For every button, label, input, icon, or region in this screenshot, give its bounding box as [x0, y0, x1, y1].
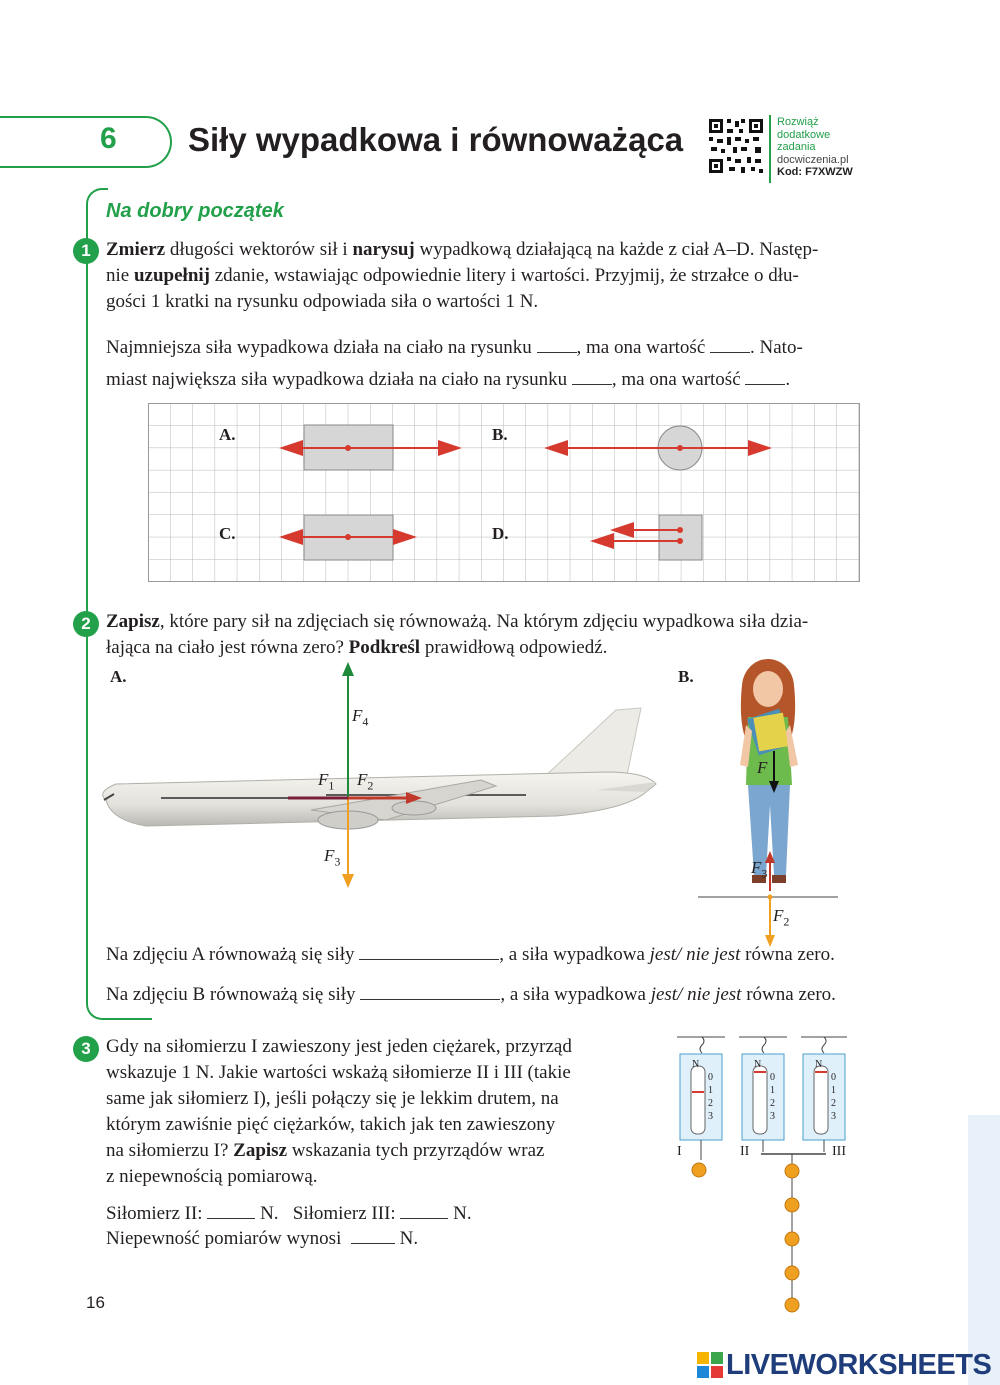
task-number-2: 2: [73, 611, 99, 637]
task-number-1: 1: [73, 238, 99, 264]
task2-instructions: Zapisz, które pary sił na zdjęciach się równoważą. Na którym zdjęciu wypadkowa siła dzia- łająca na ciało jest równa zero? Podkreśl prawidłową odpowiedź.: [106, 611, 809, 658]
meter-label-iii: III: [832, 1144, 846, 1159]
answer-blank-4[interactable]: [745, 368, 785, 385]
airplane-photo[interactable]: [86, 660, 666, 890]
page-number: 16: [86, 1293, 105, 1312]
force-label-f2-b: $F_2$: [773, 906, 790, 929]
task3-answer-1: Siłomierz II: N. Siłomierz III: N.: [106, 1203, 472, 1224]
force-label-f1: $F_1$: [318, 770, 335, 793]
force-label-f3-b: $F_3$: [751, 858, 768, 881]
grid-label-d: D.: [492, 524, 509, 543]
photo-b-label: B.: [678, 667, 694, 686]
answer-blank-5[interactable]: [359, 943, 499, 960]
frame-top-cover: [108, 187, 158, 191]
meter-scale-3: N 0 1 2 3: [815, 1059, 836, 1122]
meter-scale-2: N 0 1 2 3: [754, 1059, 775, 1122]
section-title: Na dobry początek: [106, 200, 284, 222]
grid-label-b: B.: [492, 425, 508, 444]
chapter-number: 6: [100, 122, 117, 155]
page-title: Siły wypadkowa i równoważąca: [188, 121, 684, 158]
qr-code-icon[interactable]: [707, 117, 765, 175]
task-number-3: 3: [73, 1036, 99, 1062]
task1-fill-sentence: Najmniejsza siła wypadkowa działa na ciało na rysunku , ma ona wartość . Nato- miast największa siła wypadkowa działa na ciało na rysunku , ma ona wartość .: [106, 337, 803, 390]
task2-answer-a: Na zdjęciu A równoważą się siły , a siła wypadkowa jest/ nie jest równa zero.: [106, 944, 835, 965]
force-label-f4: $F_4$: [352, 706, 369, 729]
meter-label-ii: II: [740, 1144, 750, 1159]
answer-blank-9[interactable]: [351, 1227, 395, 1244]
force-label-f2: $F_2$: [357, 770, 374, 793]
task1-instructions: Zmierz długości wektorów sił i narysuj wypadkową działającą na każde z ciał A–D. Następ- nie uzupełnij zdanie, wstawiając odpowiednie litery i wartości. Przyjmij, że strzałce o dłu- gości 1 kratki na rysunku odpowiada siła o wartości 1 N.: [106, 239, 819, 312]
girl-photo[interactable]: [690, 655, 850, 950]
task3-answer-2: Niepewność pomiarów wynosi N.: [106, 1228, 419, 1249]
chapter-tab: [0, 116, 172, 168]
force-label-f: F: [757, 758, 768, 777]
task2-answer-b: Na zdjęciu B równoważą się siły , a siła wypadkowa jest/ nie jest równa zero.: [106, 984, 836, 1005]
grid-label-c: C.: [219, 524, 236, 543]
qr-divider: [769, 115, 771, 183]
answer-blank-6[interactable]: [360, 983, 500, 1000]
qr-caption: Rozwiąż dodatkowe zadania docwiczenia.pl Kod: F7XWZW: [777, 116, 853, 178]
answer-blank-3[interactable]: [572, 368, 612, 385]
meter-label-i: I: [677, 1144, 682, 1159]
answer-blank-8[interactable]: [400, 1202, 448, 1219]
grid-label-a: A.: [219, 425, 236, 444]
answer-blank-2[interactable]: [710, 336, 750, 353]
page-edge-strip: [968, 1115, 1000, 1385]
liveworksheets-brand[interactable]: LIVEWORKSHEETS: [726, 1349, 992, 1381]
photo-a-label: A.: [110, 667, 127, 686]
body-d: [659, 515, 702, 560]
liveworksheets-logo-icon: [697, 1352, 723, 1378]
force-label-f3: $F_3$: [324, 846, 341, 869]
answer-blank-7[interactable]: [207, 1202, 255, 1219]
task3-instructions: Gdy na siłomierzu I zawieszony jest jeden ciężarek, przyrząd wskazuje 1 N. Jakie wartości wskażą siłomierze II i III (takie same jak siłomierz I), jeśli połączy się je lekkim drutem, na którym zawiśnie pięć ciężarków, takich jak ten zawieszony na siłomierzu I? Zapisz wskazania tych przyrządów wraz z niepewnością pomiarową.: [106, 1036, 572, 1187]
answer-blank-1[interactable]: [537, 336, 577, 353]
meter-scale-1: N 0 1 2 3: [692, 1059, 713, 1122]
